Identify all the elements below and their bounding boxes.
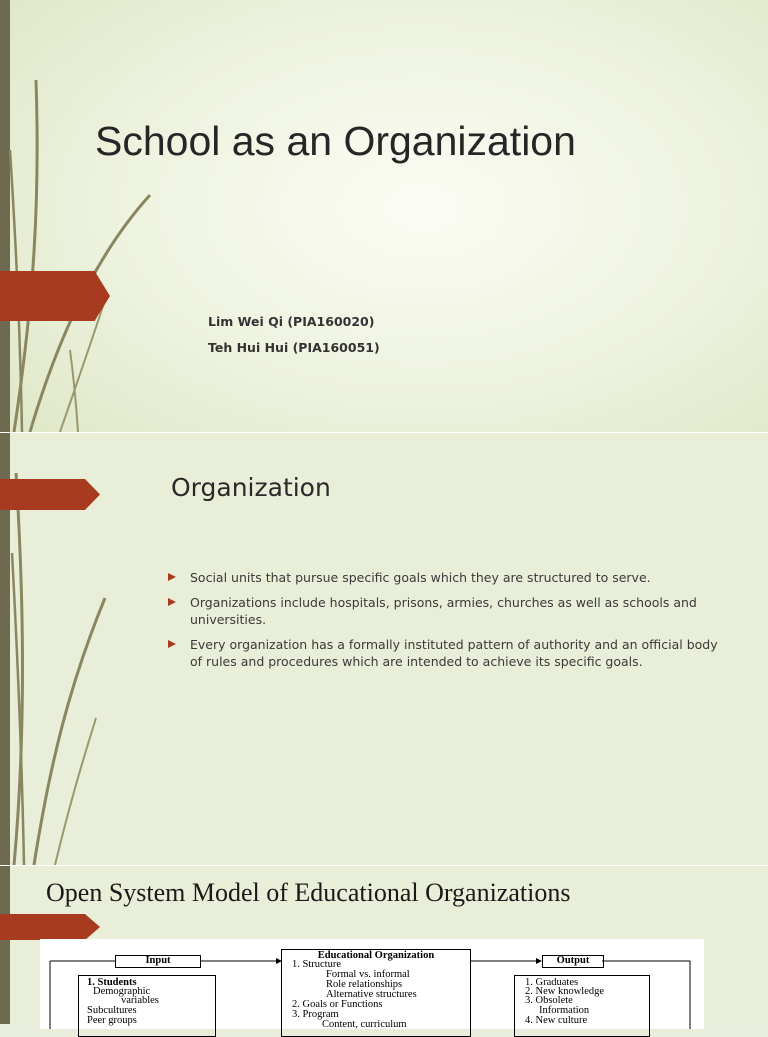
bullet-arrow-icon	[168, 598, 176, 606]
bullet-list	[168, 569, 723, 678]
grass-decoration	[0, 0, 160, 432]
bullet-arrow-icon	[168, 640, 176, 648]
input-item: variables	[121, 995, 159, 1006]
output-box	[514, 975, 650, 1037]
center-item: 2. Goals or Functions	[292, 999, 383, 1010]
center-item: Content, curriculum	[322, 1019, 407, 1030]
slide-title: School as an Organization	[95, 118, 576, 164]
output-item: 3. Obsolete	[525, 995, 573, 1006]
open-system-diagram	[40, 939, 704, 1029]
output-item: 4. New culture	[525, 1015, 588, 1026]
center-item: Alternative structures	[326, 989, 417, 1000]
center-item: 3. Program	[292, 1009, 339, 1020]
bullet-text: Organizations include hospitals, prisons, armies, churches as well as schools and universities.	[190, 595, 697, 627]
output-item: 1. Graduates	[525, 977, 579, 988]
input-label: Input	[145, 955, 171, 966]
accent-arrow	[0, 479, 100, 510]
left-strip	[0, 866, 10, 1024]
section-title: Open System Model of Educational Organizations	[46, 878, 571, 907]
center-item: Formal vs. informal	[326, 969, 410, 980]
output-item: 2. New knowledge	[525, 986, 605, 997]
input-label-box	[115, 955, 201, 968]
author-2: Teh Hui Hui (PIA160051)	[208, 340, 380, 355]
center-item: 1. Structure	[292, 959, 341, 970]
bullet-item	[168, 569, 723, 586]
output-label-box	[542, 955, 604, 968]
educational-organization-box	[281, 949, 471, 1037]
output-label: Output	[556, 955, 590, 966]
bullet-item	[168, 594, 723, 628]
output-item: Information	[539, 1005, 590, 1016]
bullet-arrow-icon	[168, 573, 176, 581]
input-item: 1. Students	[87, 977, 137, 988]
open-system-slide	[0, 866, 768, 1030]
organization-slide	[0, 433, 768, 865]
section-title: Organization	[171, 473, 331, 502]
title-slide	[0, 0, 768, 432]
bullet-text: Social units that pursue specific goals which they are structured to serve.	[190, 570, 651, 585]
input-item: Demographic	[93, 986, 151, 997]
bullet-item	[168, 636, 723, 670]
input-item: Peer groups	[87, 1015, 137, 1026]
center-item: Role relationships	[326, 979, 403, 990]
accent-arrow	[0, 914, 100, 940]
input-item: Subcultures	[87, 1005, 137, 1016]
author-1: Lim Wei Qi (PIA160020)	[208, 314, 375, 329]
input-box	[78, 975, 216, 1037]
bullet-text: Every organization has a formally instituted pattern of authority and an official body of rules and procedures which are intended to achieve its specific goals.	[190, 637, 718, 669]
center-title: Educational Organization	[317, 950, 435, 961]
accent-arrow	[0, 271, 110, 321]
